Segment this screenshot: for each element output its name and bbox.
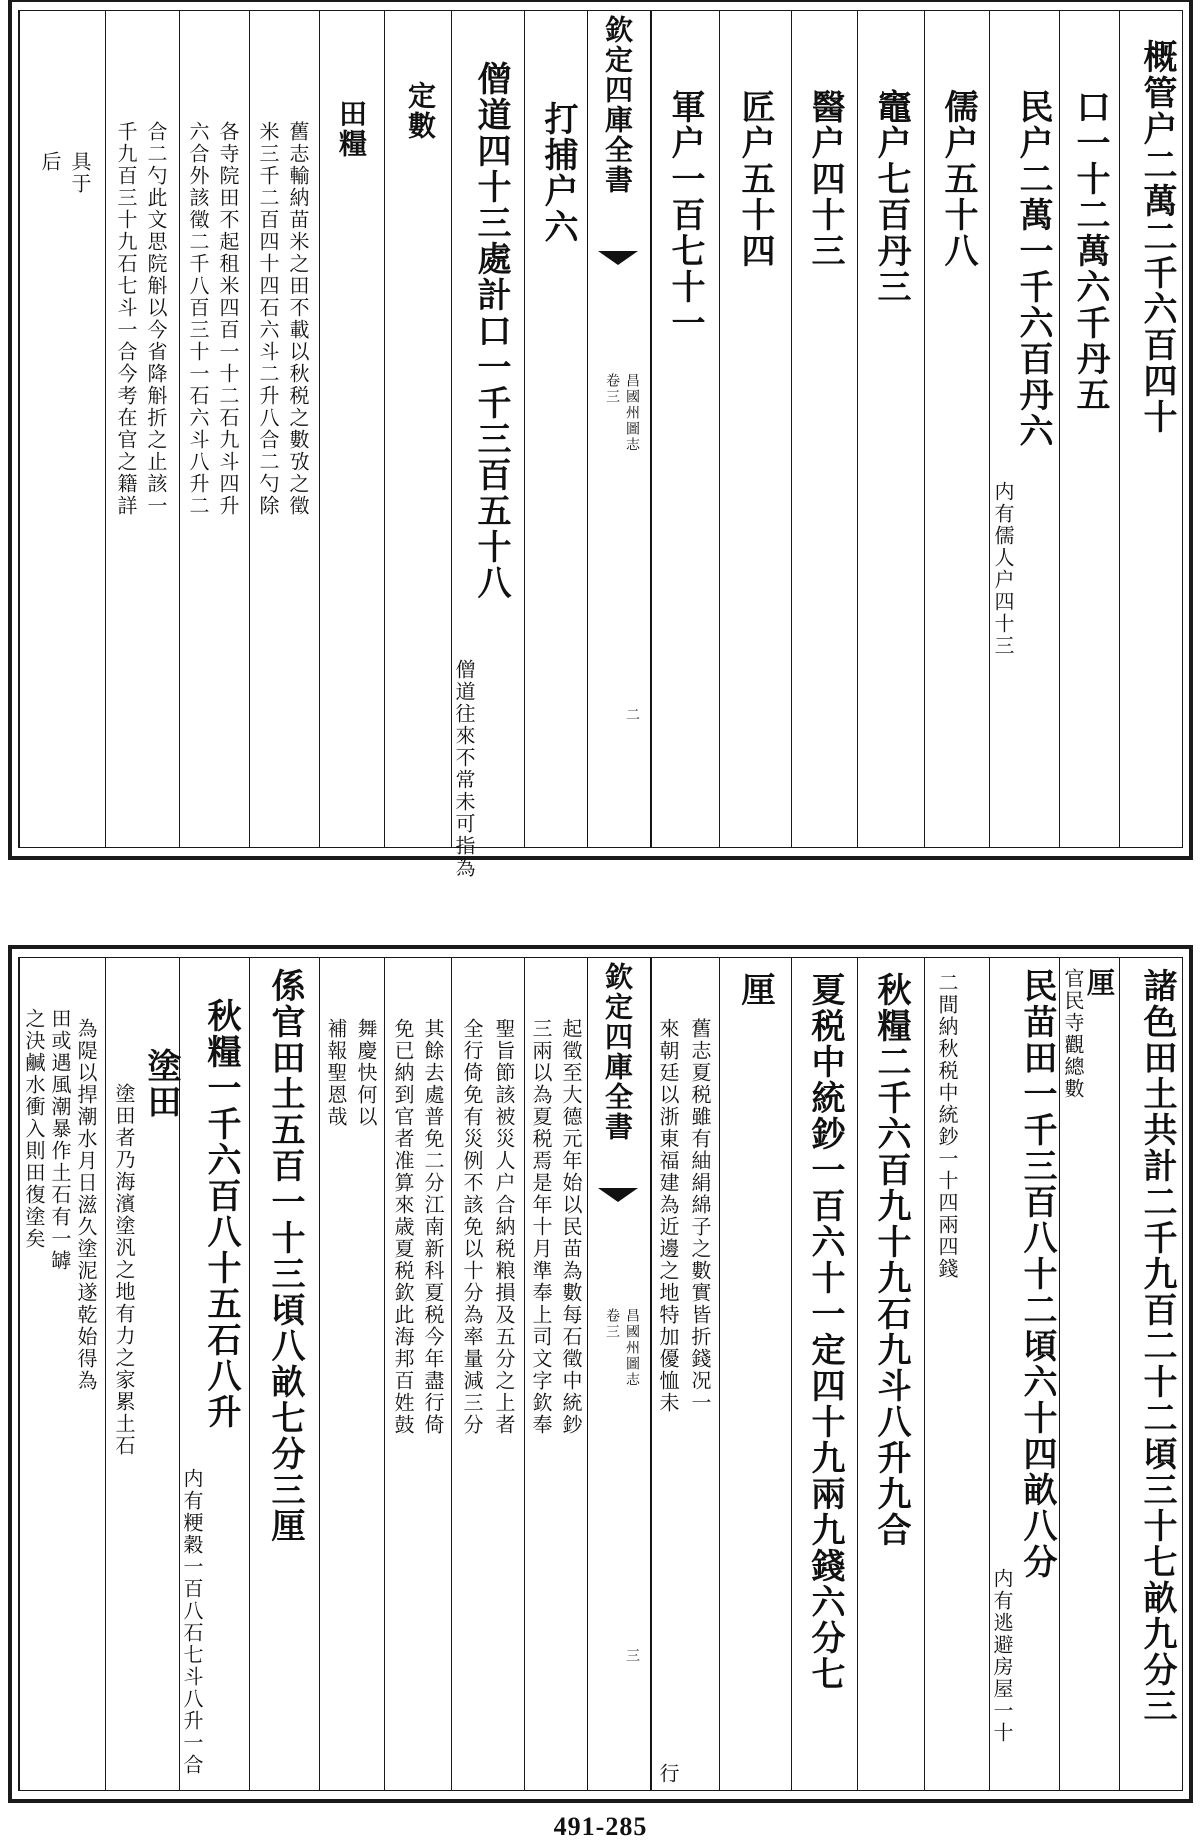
bottom-col-10-note: 内有粳穀一百八石七斗八升一合 bbox=[180, 1468, 204, 1776]
bottom-col-11-text: 塗田 bbox=[141, 1048, 181, 1120]
bottom-col-1-text: 諸色田土共計二千九百二十二頃三十七畝九分三 bbox=[1137, 968, 1177, 1724]
top-note-2: 米三千二百四十四石六斗二升八合二勺除 bbox=[256, 121, 280, 517]
top-col-1-text: 概管户二萬二千六百四十 bbox=[1137, 39, 1177, 435]
bottom-col-5 bbox=[857, 958, 924, 1790]
bottom-col-7-text: 厘 bbox=[735, 972, 775, 1008]
bottom-note-col-3 bbox=[384, 958, 451, 1790]
bottom-col-2 bbox=[1059, 958, 1119, 1790]
top-col-10-note: 僧道往來不常未可指為 bbox=[452, 659, 476, 879]
bottom-col-10-text: 秋糧一千六百八十五石八升 bbox=[201, 998, 241, 1430]
bottom-col-5-text: 秋糧二千六百九十九石九斗八升九合 bbox=[871, 972, 911, 1548]
bottom-col-9 bbox=[249, 958, 319, 1790]
top-col-6-text: 醫户四十三 bbox=[805, 89, 845, 269]
bottom-strip-title: 欽定四庫全書 bbox=[601, 962, 634, 1142]
bottom-page bbox=[8, 945, 1193, 1803]
top-note-7: 具于 bbox=[68, 151, 92, 195]
top-col-11-text: 定數 bbox=[404, 81, 437, 141]
top-note-col-1 bbox=[249, 11, 319, 847]
bottom-col-4 bbox=[924, 958, 989, 1790]
bottom-col-1 bbox=[1119, 958, 1182, 1790]
bottom-note-2: 來朝廷以浙東福建為近邊之地特加優恤未 bbox=[656, 1018, 680, 1414]
bottom-left-note-6: 免已納到官者准算來歳夏税欽此海邦百姓鼓 bbox=[391, 1018, 415, 1436]
top-col-4-text: 儒户五十八 bbox=[938, 89, 978, 269]
bottom-col-4-note: 二間納秋税中統鈔一十四兩四錢 bbox=[935, 972, 959, 1280]
top-center-strip bbox=[587, 11, 651, 847]
bottom-col-9-text: 係官田土五百一十三頃八畝七分三厘 bbox=[265, 968, 305, 1544]
bottom-left-note-1: 起徵至大德元年始以民苗為數每石徵中統鈔 bbox=[559, 1018, 583, 1436]
page-number: 491-285 bbox=[553, 1812, 648, 1841]
top-col-8 bbox=[651, 11, 719, 847]
top-strip-title: 欽定四庫全書 bbox=[601, 15, 634, 195]
top-col-3 bbox=[989, 11, 1059, 847]
bottom-col-6-text: 夏税中統鈔一百六十一定四十九兩九錢六分七 bbox=[805, 972, 845, 1692]
top-strip-volume: 卷三 bbox=[604, 373, 620, 405]
top-note-1: 舊志輸納苗米之田不載以秋税之數攷之徵 bbox=[286, 121, 310, 517]
top-col-6 bbox=[791, 11, 857, 847]
bottom-left-note-3: 聖旨節該被災人户合納税粮損及五分之上者 bbox=[492, 1018, 516, 1436]
bottom-col-3-text: 民苗田一千三百八十二頃六十四畝八分 bbox=[1017, 968, 1057, 1580]
bottom-col-2-note: 官民寺觀總數 bbox=[1061, 968, 1085, 1100]
bottom-col-3-note: 内有逃避房屋一十 bbox=[990, 1568, 1014, 1744]
top-col-11 bbox=[384, 11, 451, 847]
top-strip-folio: 二 bbox=[624, 707, 640, 723]
top-note-8: 后 bbox=[38, 151, 62, 173]
top-note-col-2 bbox=[179, 11, 249, 847]
bottom-page-frame bbox=[18, 957, 1183, 1791]
bottom-col-12 bbox=[19, 958, 105, 1790]
bottom-col-12-note-2: 田或遇風潮暴作土石有一罅 bbox=[48, 1008, 72, 1272]
bottom-left-note-4: 全行倚免有災例不該免以十分為率量減三分 bbox=[460, 1018, 484, 1436]
top-strip-book: 昌國州圖志 bbox=[624, 373, 640, 453]
bottom-left-note-5: 其餘去處普免二分江南新科夏税今年盡行倚 bbox=[421, 1018, 445, 1436]
top-col-7 bbox=[719, 11, 791, 847]
bottom-left-note-7: 舞慶快何以 bbox=[354, 1018, 378, 1128]
top-col-9 bbox=[524, 11, 587, 847]
top-col-3-note: 内有儒人户四十三 bbox=[991, 481, 1015, 657]
bottom-note-col-2 bbox=[451, 958, 524, 1790]
bottom-col-11-note: 塗田者乃海濱塗汎之地有力之家累土石 bbox=[112, 1083, 136, 1457]
bottom-col-2-text: 厘 bbox=[1083, 968, 1116, 998]
top-note-5: 合二勺此文思院斛以今省降斛折之止該一 bbox=[144, 121, 168, 517]
bottom-col-6 bbox=[791, 958, 857, 1790]
bottom-strip-book: 昌國州圖志 bbox=[624, 1308, 640, 1388]
top-note-col-3 bbox=[105, 11, 179, 847]
top-col-5-text: 竈户七百丹三 bbox=[871, 89, 911, 305]
bottom-note-3: 行 bbox=[656, 1763, 680, 1785]
top-col-1 bbox=[1119, 11, 1182, 847]
top-note-col-4 bbox=[19, 11, 105, 847]
top-col-12 bbox=[319, 11, 384, 847]
bottom-fish-tail-mark bbox=[598, 1188, 638, 1202]
top-col-9-text: 打捕户六 bbox=[538, 101, 578, 245]
top-col-10-text: 僧道四十三處計口一千三百五十八 bbox=[471, 61, 511, 601]
top-col-2 bbox=[1059, 11, 1119, 847]
bottom-col-11 bbox=[105, 958, 179, 1790]
bottom-col-12-note-1: 為隄以捍潮水月日滋久塗泥遂乾始得為 bbox=[74, 1018, 98, 1392]
top-col-4 bbox=[924, 11, 989, 847]
bottom-strip-volume: 卷三 bbox=[604, 1308, 620, 1340]
bottom-note-col-1 bbox=[524, 958, 587, 1790]
top-note-4: 六合外該徵二千八百三十一石六斗八升二 bbox=[186, 121, 210, 517]
bottom-left-note-2: 三兩以為夏税焉是年十月準奉上司文字欽奉 bbox=[529, 1018, 553, 1436]
bottom-col-10 bbox=[179, 958, 249, 1790]
bottom-col-8 bbox=[651, 958, 719, 1790]
bottom-center-strip bbox=[587, 958, 651, 1790]
top-col-8-text: 軍户一百七十一 bbox=[665, 89, 705, 341]
top-col-7-text: 匠户五十四 bbox=[735, 89, 775, 269]
top-col-2-text: 口一十二萬六千丹五 bbox=[1070, 89, 1110, 413]
top-col-3-text: 民户二萬一千六百丹六 bbox=[1013, 89, 1053, 449]
top-note-3: 各寺院田不起租米四百一十二石九斗四升 bbox=[216, 121, 240, 517]
top-col-12-text: 田糧 bbox=[335, 99, 368, 159]
top-col-10 bbox=[451, 11, 524, 879]
bottom-col-7 bbox=[719, 958, 791, 1790]
top-page bbox=[8, 0, 1193, 879]
top-note-6: 千九百三十九石七斗一合今考在官之籍詳 bbox=[114, 121, 138, 517]
top-col-5 bbox=[857, 11, 924, 847]
bottom-strip-folio: 三 bbox=[624, 1648, 640, 1664]
top-fish-tail-mark bbox=[598, 251, 638, 265]
bottom-col-3 bbox=[989, 958, 1059, 1790]
bottom-col-12-note-3: 之決鹹水衝入則田復塗矣 bbox=[22, 1008, 46, 1250]
top-page-frame bbox=[18, 10, 1183, 879]
bottom-note-col-4 bbox=[319, 958, 384, 1790]
bottom-left-note-8: 補報聖恩哉 bbox=[324, 1018, 348, 1128]
bottom-note-1: 舊志夏税雖有紬絹綿子之數實皆折錢况一 bbox=[688, 1018, 712, 1414]
